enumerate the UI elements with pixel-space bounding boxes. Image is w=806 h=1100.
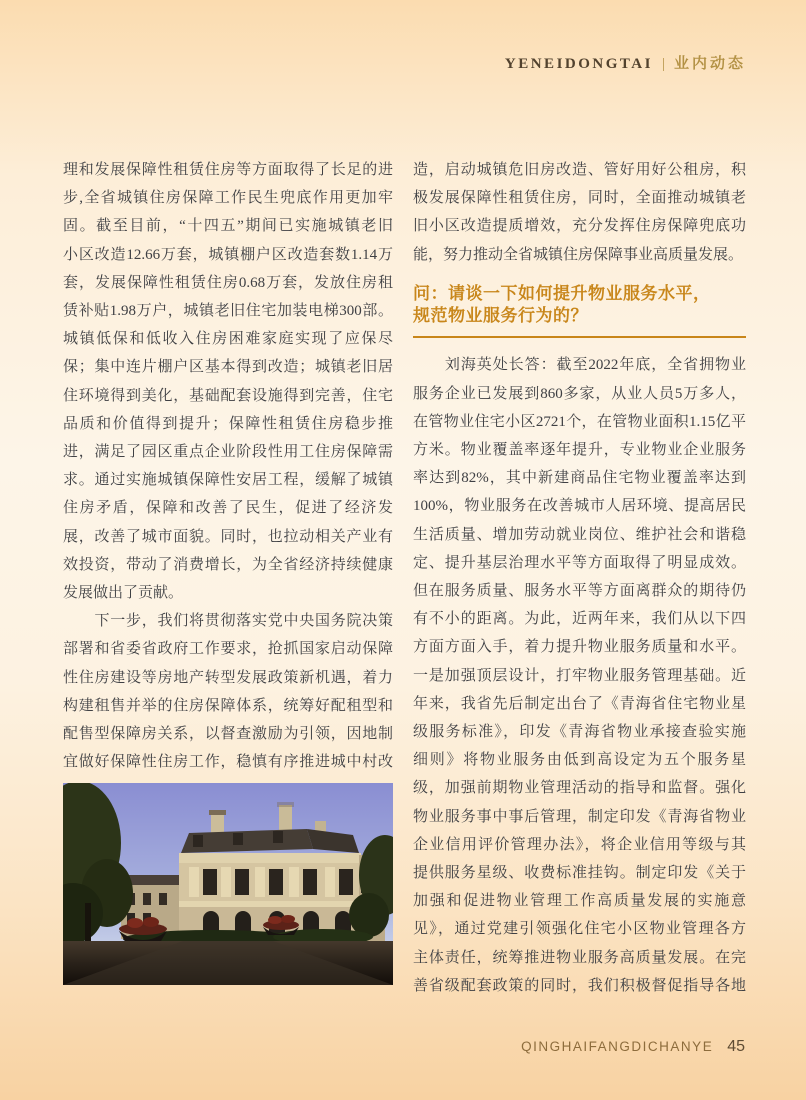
text-line: 保；集中连片棚户区基本得到改造；城镇老旧居 bbox=[63, 359, 393, 376]
question-line-1: 问：请谈一下如何提升物业服务水平， bbox=[413, 283, 711, 303]
question-line-2: 规范物业服务行为的？ bbox=[413, 305, 588, 325]
text-line: 宜做好保障性住房工作，稳慎有序推进城中村改 bbox=[63, 754, 393, 771]
text-line: 住房矛盾，保障和改善了民生，促进了经济发 bbox=[63, 500, 393, 517]
text-line: 构建租售并举的住房保障体系，统筹好配租型和 bbox=[63, 697, 393, 714]
header-separator: | bbox=[661, 56, 665, 72]
text-line: 有不小的距离。为此，近两年来，我们从以下四 bbox=[413, 611, 746, 628]
text-line: 展，改善了城市面貌。同时，也拉动相关产业有 bbox=[63, 528, 393, 545]
left-paragraph-1 bbox=[63, 156, 393, 607]
text-line: 主体责任，统筹推进物业服务高质量发展。在完 bbox=[413, 949, 746, 966]
text-line: 善省级配套政策的同时，我们积极督促指导各地 bbox=[413, 977, 746, 994]
text-line: 见》，通过党建引领强化住宅小区物业管理各方 bbox=[413, 921, 746, 938]
text-line: 造，启动城镇危旧房改造、管好用好公租房，积 bbox=[413, 162, 746, 178]
text-line: 配售型保障房关系，以督查激励为引领，因地制 bbox=[63, 726, 393, 743]
building-photo-illustration bbox=[63, 783, 393, 985]
text-line: 极发展保障性租赁住房，同时，全面推动城镇老 bbox=[413, 190, 746, 207]
text-line: 率达到82%，其中新建商品住宅物业覆盖率达到 bbox=[413, 470, 746, 487]
text-line: 细则》将物业服务由低到高设定为五个服务星 bbox=[413, 752, 746, 769]
residential-building-photo bbox=[63, 783, 393, 985]
left-column bbox=[63, 156, 393, 985]
text-line: 企业信用评价管理办法》，将企业信用等级与其 bbox=[413, 836, 746, 853]
right-column bbox=[413, 156, 746, 1000]
text-line: 品质和价值得到提升；保障性租赁住房稳步推 bbox=[63, 415, 393, 432]
text-line: 但在服务质量、服务水平等方面离群众的期待仍 bbox=[413, 582, 746, 599]
question-heading bbox=[413, 283, 746, 339]
text-line: 效投资，带动了消费增长，为全省经济持续健康 bbox=[63, 556, 393, 573]
page-number: 45 bbox=[727, 1038, 745, 1055]
text-line: 城镇低保和低收入住房困难家庭实现了应保尽 bbox=[63, 331, 393, 348]
text-line: 固。截至目前，“十四五”期间已实施城镇老旧 bbox=[63, 218, 393, 235]
text-line: 刘海英处长答：截至2022年底，全省拥物业 bbox=[413, 357, 746, 374]
text-line: 方面方面入手，着力提升物业服务质量和水平。 bbox=[413, 639, 746, 656]
footer-journal-name: QINGHAIFANGDICHANYE bbox=[521, 1039, 714, 1054]
text-line: 下一步，我们将贯彻落实党中央国务院决策 bbox=[63, 613, 393, 630]
text-line: 方米。物业覆盖率逐年提升，专业物业企业服务 bbox=[413, 441, 746, 458]
text-line: 物业服务事中事后管理，制定印发《青海省物业 bbox=[413, 808, 746, 825]
text-line: 级服务标准》，印发《青海省物业承接查验实施 bbox=[413, 723, 746, 740]
text-line: 级，加强前期物业管理活动的指导和监督。强化 bbox=[413, 780, 746, 797]
text-line: 提供服务星级、收费标准挂钩。制定印发《关于 bbox=[413, 864, 746, 881]
text-line: 性住房建设等房地产转型发展政策新机遇，着力 bbox=[63, 669, 393, 686]
text-line: 旧小区改造提质增效，充分发挥住房保障兜底功 bbox=[413, 218, 746, 235]
text-line: 套，发展保障性租赁住房0.68万套，发放住房租 bbox=[63, 274, 393, 291]
text-line: 赁补贴1.98万户，城镇老旧住宅加装电梯300部。 bbox=[63, 303, 393, 320]
journal-code: YENEIDONGTAI bbox=[504, 56, 653, 72]
text-line: 100%，物业服务在改善城市人居环境、提高居民 bbox=[413, 498, 746, 515]
text-line: 住环境得到美化，基础配套设施得到完善，住宅 bbox=[63, 387, 393, 404]
right-paragraph-1 bbox=[413, 156, 746, 269]
answer-paragraph bbox=[413, 351, 746, 1000]
page-header bbox=[505, 52, 746, 73]
text-line: 步,全省城镇住房保障工作民生兜底作用更加牢 bbox=[63, 190, 393, 207]
section-title: 业内动态 bbox=[673, 56, 746, 72]
text-line: 理和发展保障性租赁住房等方面取得了长足的进 bbox=[63, 162, 393, 178]
text-line: 加强和促进物业管理工作高质量发展的实施意 bbox=[413, 893, 746, 910]
text-line: 生活质量、增加劳动就业岗位、维护社会和谐稳 bbox=[413, 526, 746, 543]
text-line: 进，满足了园区重点企业阶段性用工住房保障需 bbox=[63, 444, 393, 461]
heading-rule bbox=[413, 336, 746, 339]
left-paragraph-2 bbox=[63, 607, 393, 776]
text-line: 定、提升基层治理水平等方面取得了明显成效。 bbox=[413, 554, 746, 571]
text-line: 服务企业已发展到860多家，从业人员5万多人， bbox=[413, 385, 746, 402]
text-line: 年来，我省先后制定出台了《青海省住宅物业星 bbox=[413, 695, 746, 712]
text-line: 小区改造12.66万套，城镇棚户区改造套数1.14万 bbox=[63, 246, 393, 263]
text-line: 在管物业住宅小区2721个，在管物业面积1.15亿平 bbox=[413, 413, 746, 430]
text-line: 求。通过实施城镇保障性安居工程，缓解了城镇 bbox=[63, 472, 393, 489]
text-line: 能，努力推动全省城镇住房保障事业高质量发展。 bbox=[413, 246, 744, 263]
text-line: 发展做出了贡献。 bbox=[63, 585, 184, 602]
text-line: 一是加强顶层设计，打牢物业服务管理基础。近 bbox=[413, 667, 746, 684]
text-line: 部署和省委省政府工作要求，抢抓国家启动保障 bbox=[63, 641, 393, 658]
page-footer bbox=[521, 1038, 745, 1056]
